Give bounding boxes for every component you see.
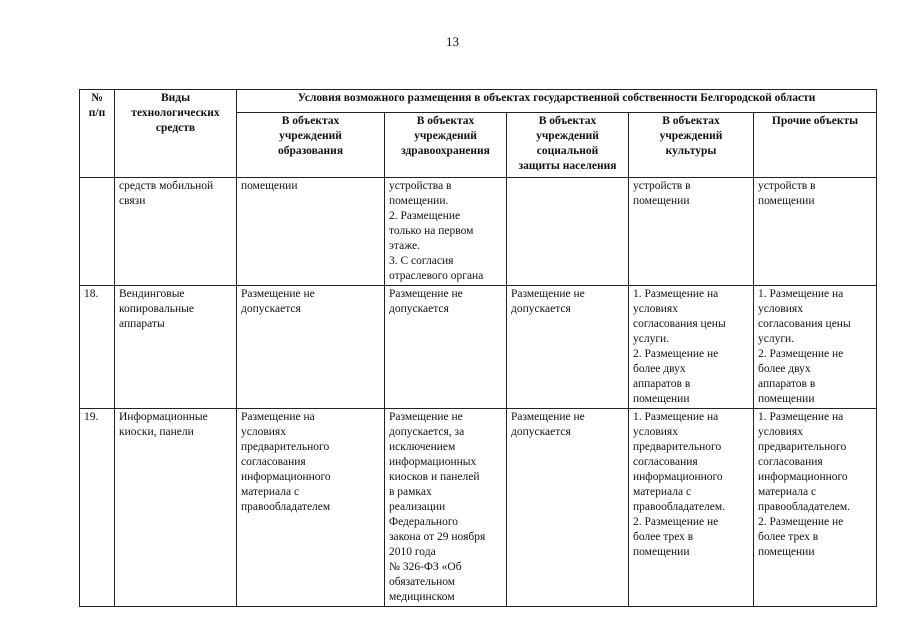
row-number: 18.: [80, 286, 115, 409]
cell-healthcare: Размещение не допускается, за исключением информационных киосков и панелей в рамках реализации Федерального закона от 29 ноября 2010 года № 326-ФЗ «Об обязательном медицинском: [385, 409, 507, 607]
cell-culture: 1. Размещение на условиях согласования цены услуги. 2. Размещение не более двух аппаратов в помещении: [629, 286, 754, 409]
row-kind: средств мобильной связи: [115, 178, 237, 286]
cell-other: 1. Размещение на условиях предварительного согласования информационного материала с правообладателем. 2. Размещение не более трех в помещении: [754, 409, 877, 607]
cell-social-protection: Размещение не допускается: [507, 286, 629, 409]
row-kind: Вендинговые копировальные аппараты: [115, 286, 237, 409]
row-number: 19.: [80, 409, 115, 607]
cell-education: помещении: [237, 178, 385, 286]
cell-culture: 1. Размещение на условиях предварительного согласования информационного материала с правообладателем. 2. Размещение не более трех в помещении: [629, 409, 754, 607]
cell-culture: устройств в помещении: [629, 178, 754, 286]
table-row: [80, 286, 877, 409]
header-other: Прочие объекты: [754, 113, 877, 178]
cell-healthcare: Размещение не допускается: [385, 286, 507, 409]
cell-education: Размещение на условиях предварительного согласования информационного материала с правообладателем: [237, 409, 385, 607]
header-culture: В объектах учреждений культуры: [629, 113, 754, 178]
table-row: [80, 409, 877, 607]
row-number: [80, 178, 115, 286]
header-social-protection: В объектах учреждений социальной защиты населения: [507, 113, 629, 178]
header-row-group: [80, 90, 877, 113]
cell-social-protection: Размещение не допускается: [507, 409, 629, 607]
cell-education: Размещение не допускается: [237, 286, 385, 409]
conditions-table: [79, 89, 877, 607]
kind-header: Виды технологических средств: [115, 90, 237, 178]
group-header: Условия возможного размещения в объектах государственной собственности Белгородской области: [237, 90, 877, 113]
cell-other: устройств в помещении: [754, 178, 877, 286]
row-kind: Информационные киоски, панели: [115, 409, 237, 607]
page-number: 13: [446, 34, 459, 49]
header-healthcare: В объектах учреждений здравоохранения: [385, 113, 507, 178]
cell-healthcare: устройства в помещении. 2. Размещение только на первом этаже. 3. С согласия отраслевого органа: [385, 178, 507, 286]
table-row: [80, 178, 877, 286]
num-header: № п/п: [80, 90, 115, 178]
cell-other: 1. Размещение на условиях согласования цены услуги. 2. Размещение не более двух аппаратов в помещении: [754, 286, 877, 409]
header-education: В объектах учреждений образования: [237, 113, 385, 178]
cell-social-protection: [507, 178, 629, 286]
